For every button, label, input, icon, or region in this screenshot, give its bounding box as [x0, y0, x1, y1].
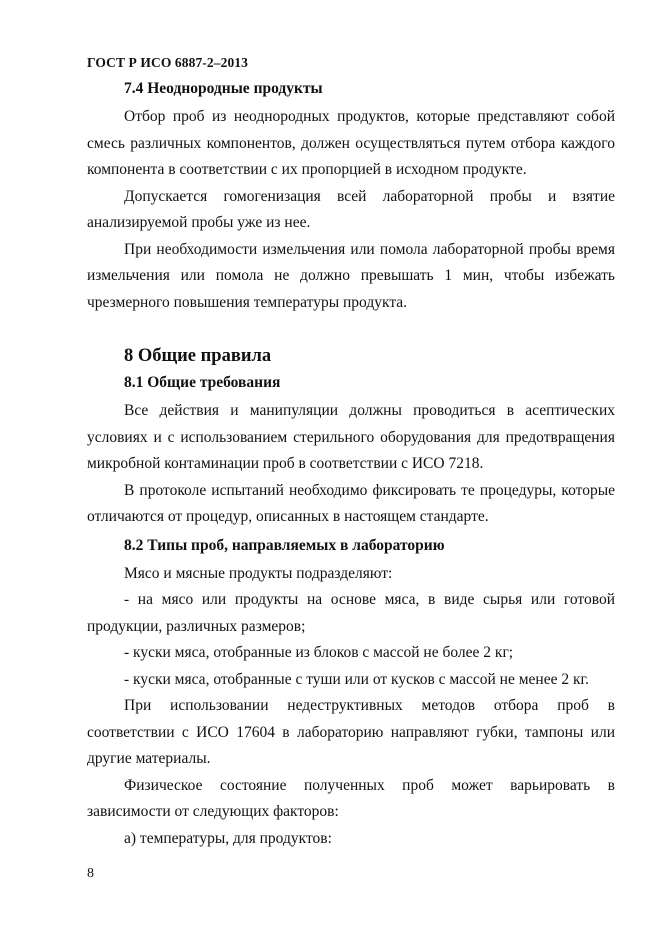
list-item: - на мясо или продукты на основе мяса, в виде сырья или готовой продукции, различных размеров;: [87, 591, 615, 635]
page-content: [87, 78, 615, 852]
section-8-heading: 8 Общие правила: [124, 346, 272, 366]
paragraph: В протоколе испытаний необходимо фиксировать те процедуры, которые отличаются от процедур, описанных в настоящем стандарте.: [87, 481, 615, 525]
paragraph: Физическое состояние полученных проб может варьировать в зависимости от следующих факторов:: [87, 776, 615, 820]
paragraph: При использовании недеструктивных методов отбора проб в соответствии с ИСО 17604 в лабораторию направляют губки, тампоны или другие материалы.: [87, 697, 615, 767]
list-item: - куски мяса, отобранные с туши или от кусков с массой не менее 2 кг.: [124, 670, 589, 688]
paragraph: Все действия и манипуляции должны проводиться в асептических условиях и с использованием стерильного оборудования для предотвращения микробной контаминации проб в соответствии с ИСО 7218.: [87, 402, 615, 472]
paragraph: Допускается гомогенизация всей лабораторной пробы и взятие анализируемой пробы уже из нее.: [87, 187, 615, 231]
section-7-4-heading: 7.4 Неоднородные продукты: [124, 80, 323, 97]
list-item: - куски мяса, отобранные из блоков с массой не более 2 кг;: [124, 644, 514, 661]
document-code-header: ГОСТ Р ИСО 6887-2–2013: [87, 55, 248, 70]
paragraph: Мясо и мясные продукты подразделяют:: [124, 564, 393, 582]
page-number: 8: [87, 866, 94, 881]
paragraph: Отбор проб из неоднородных продуктов, которые представляют собой смесь различных компонентов, должен осуществляться путем отбора каждого компонента в соответствии с их пропорцией в исходном продукте.: [87, 108, 615, 178]
section-8-1-heading: 8.1 Общие требования: [124, 374, 281, 391]
paragraph: При необходимости измельчения или помола лабораторной пробы время измельчения или помола не должно превышать 1 мин, чтобы избежать чрезмерного повышения температуры продукта.: [87, 240, 615, 311]
list-item: а) температуры, для продуктов:: [124, 829, 332, 847]
section-8-2-heading: 8.2 Типы проб, направляемых в лабораторию: [124, 536, 445, 554]
